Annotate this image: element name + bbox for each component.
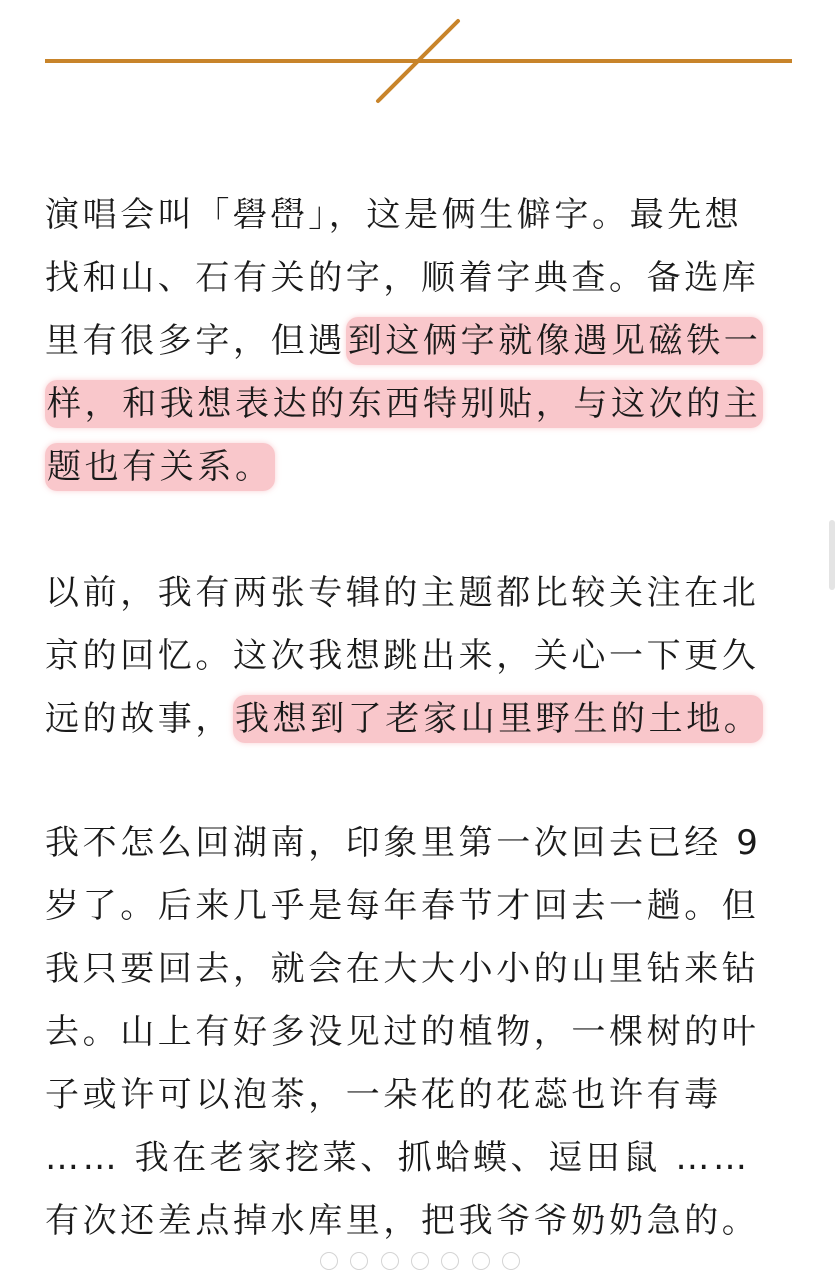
watermark-circle <box>350 1252 368 1270</box>
highlighted-text: 题也有关系。 <box>45 443 275 491</box>
text-run: 我只要回去，就会在大大小小的山里钻来钻 <box>45 949 760 989</box>
text-line <box>45 436 795 499</box>
text-line <box>45 1064 795 1127</box>
text-line <box>45 1127 795 1190</box>
watermark-circle <box>472 1252 490 1270</box>
watermark-circle <box>411 1252 429 1270</box>
watermark-circle <box>441 1252 459 1270</box>
watermark-circle <box>381 1252 399 1270</box>
text-run: 里有很多字，但遇 <box>45 321 346 361</box>
paragraph-2 <box>45 562 795 751</box>
watermark-circle <box>320 1252 338 1270</box>
paragraph-3 <box>45 812 795 1253</box>
text-line <box>45 938 795 1001</box>
text-run: 远的故事， <box>45 699 233 739</box>
slash-divider-icon <box>0 0 837 120</box>
text-line <box>45 247 795 310</box>
text-line <box>45 688 795 751</box>
highlighted-text: 样，和我想表达的东西特别贴，与这次的主 <box>45 380 763 428</box>
text-run: 以前，我有两张专辑的主题都比较关注在北 <box>45 573 760 613</box>
text-line <box>45 562 795 625</box>
text-run: 京的回忆。这次我想跳出来，关心一下更久 <box>45 636 760 676</box>
text-run: 有次还差点掉水库里，把我爷爷奶奶急的。 <box>45 1201 760 1241</box>
text-line <box>45 373 795 436</box>
text-run: …… 我在老家挖菜、抓蛤蟆、逗田鼠 …… <box>45 1138 751 1178</box>
scrollbar-thumb[interactable] <box>829 520 835 590</box>
text-line <box>45 812 795 875</box>
text-run: 我不怎么回湖南，印象里第一次回去已经 9 <box>45 823 762 863</box>
text-line <box>45 1001 795 1064</box>
text-run: 找和山、石有关的字，顺着字典查。备选库 <box>45 258 760 298</box>
text-run: 演唱会叫「礐嶨」，这是俩生僻字。最先想 <box>45 195 743 235</box>
paragraph-1 <box>45 184 795 499</box>
text-line <box>45 184 795 247</box>
highlighted-text: 到这俩字就像遇见磁铁一 <box>346 317 764 365</box>
text-line <box>45 875 795 938</box>
text-run: 去。山上有好多没见过的植物，一棵树的叶 <box>45 1012 760 1052</box>
text-line <box>45 625 795 688</box>
text-line <box>45 1190 795 1253</box>
watermark-icon <box>320 1246 520 1276</box>
highlighted-text: 我想到了老家山里野生的土地。 <box>233 695 763 743</box>
text-line <box>45 310 795 373</box>
watermark-circle <box>502 1252 520 1270</box>
text-run: 岁了。后来几乎是每年春节才回去一趟。但 <box>45 886 760 926</box>
text-run: 子或许可以泡茶，一朵花的花蕊也许有毒 <box>45 1075 722 1115</box>
